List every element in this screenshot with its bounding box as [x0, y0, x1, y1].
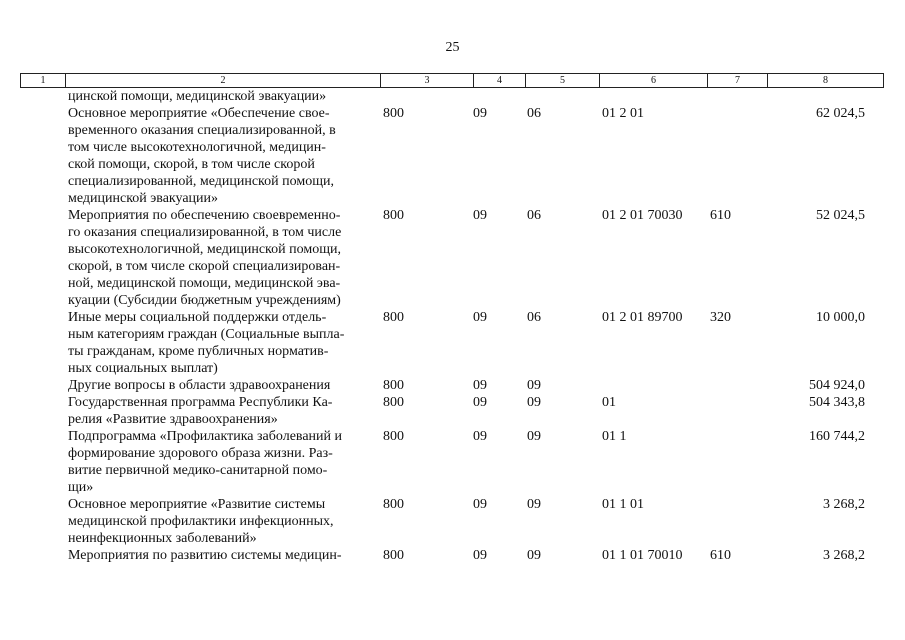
description-line: Подпрограмма «Профилактика заболеваний и — [68, 429, 343, 444]
page-number: 25 — [445, 40, 460, 55]
description-line: специализированной, медицинской помощи, — [68, 174, 334, 189]
description-line: высокотехнологичной, медицинской помощи, — [68, 242, 341, 257]
cell-c8: 504 343,8 — [809, 395, 865, 410]
cell-c4: 09 — [473, 378, 487, 393]
header-col-1: 1 — [40, 75, 46, 86]
cell-c4: 09 — [473, 310, 487, 325]
cell-c7: 610 — [710, 208, 731, 223]
description-line: Мероприятия по развитию системы медицин- — [68, 548, 342, 563]
description-line: ным категориям граждан (Социальные выпла- — [68, 327, 345, 342]
description-line: Основное мероприятие «Обеспечение свое- — [68, 106, 330, 121]
cell-c4: 09 — [473, 106, 487, 121]
header-col-7: 7 — [707, 74, 767, 87]
description-line: ных социальных выплат) — [68, 361, 218, 376]
row-description — [68, 428, 370, 496]
description-line: витие первичной медико-санитарной помо- — [68, 463, 328, 478]
cell-c5: 09 — [527, 378, 541, 393]
header-col-6: 6 — [599, 74, 707, 87]
cell-c3: 800 — [383, 106, 404, 121]
description-line: щи» — [68, 480, 94, 495]
description-line: куации (Субсидии бюджетным учреждениям) — [68, 293, 341, 308]
cell-c3: 800 — [383, 378, 404, 393]
cell-c5: 06 — [527, 208, 541, 223]
table-row — [0, 428, 905, 496]
cell-c3: 800 — [383, 429, 404, 444]
cell-c6: 01 1 — [602, 429, 627, 444]
description-line: го оказания специализированной, в том числе — [68, 225, 342, 240]
table-header — [20, 73, 884, 88]
description-line: Государственная программа Республики Ка- — [68, 395, 333, 410]
description-line: ской помощи, скорой, в том числе скорой — [68, 157, 315, 172]
cell-c4: 09 — [473, 497, 487, 512]
cell-c8: 62 024,5 — [816, 106, 865, 121]
cell-c5: 09 — [527, 429, 541, 444]
header-col-4: 4 — [473, 74, 525, 87]
description-line: Иные меры социальной поддержки отдель- — [68, 310, 327, 325]
description-line: ты гражданам, кроме публичных норматив- — [68, 344, 329, 359]
row-description — [68, 394, 370, 428]
cell-c8: 3 268,2 — [823, 548, 865, 563]
description-line: том числе высокотехнологичной, медицин- — [68, 140, 326, 155]
cell-c6: 01 1 01 — [602, 497, 644, 512]
row-description — [68, 207, 370, 309]
cell-c6: 01 2 01 89700 — [602, 310, 683, 325]
header-col-8: 8 — [767, 74, 883, 87]
table-row — [0, 394, 905, 428]
description-line: Другие вопросы в области здравоохранения — [68, 378, 331, 393]
row-description — [68, 105, 370, 207]
cell-c8: 10 000,0 — [816, 310, 865, 325]
cell-c6: 01 2 01 70030 — [602, 208, 683, 223]
cell-c8: 504 924,0 — [809, 378, 865, 393]
description-line: формирование здорового образа жизни. Раз- — [68, 446, 333, 461]
row-description — [68, 309, 370, 377]
table-body — [0, 88, 905, 564]
description-line: неинфекционных заболеваний» — [68, 531, 257, 546]
cell-c3: 800 — [383, 497, 404, 512]
table-row — [0, 547, 905, 564]
cell-c5: 09 — [527, 497, 541, 512]
cell-c5: 06 — [527, 310, 541, 325]
row-description — [68, 496, 370, 547]
cell-c5: 06 — [527, 106, 541, 121]
cell-c3: 800 — [383, 310, 404, 325]
cell-c8: 3 268,2 — [823, 497, 865, 512]
cell-c6: 01 — [602, 395, 616, 410]
description-line: ной, медицинской помощи, медицинской эва- — [68, 276, 341, 291]
row-description — [68, 547, 370, 564]
row-description — [68, 88, 370, 105]
description-line: медицинской эвакуации» — [68, 191, 219, 206]
table-row — [0, 377, 905, 394]
row-description — [68, 377, 370, 394]
cell-c4: 09 — [473, 208, 487, 223]
cell-c4: 09 — [473, 395, 487, 410]
cell-c6: 01 2 01 — [602, 106, 644, 121]
cell-c8: 160 744,2 — [809, 429, 865, 444]
description-line: Основное мероприятие «Развитие системы — [68, 497, 326, 512]
table-row — [0, 207, 905, 309]
description-line: релия «Развитие здравоохранения» — [68, 412, 278, 427]
description-line: скорой, в том числе скорой специализирован- — [68, 259, 341, 274]
table-row — [0, 105, 905, 207]
header-col-5: 5 — [525, 74, 599, 87]
description-line: цинской помощи, медицинской эвакуации» — [68, 89, 327, 104]
cell-c8: 52 024,5 — [816, 208, 865, 223]
header-col-2: 2 — [65, 74, 380, 87]
description-line: Мероприятия по обеспечению своевременно- — [68, 208, 341, 223]
cell-c3: 800 — [383, 395, 404, 410]
cell-c5: 09 — [527, 548, 541, 563]
cell-c3: 800 — [383, 548, 404, 563]
cell-c4: 09 — [473, 548, 487, 563]
description-line: временного оказания специализированной, в — [68, 123, 336, 138]
cell-c5: 09 — [527, 395, 541, 410]
header-col-3: 3 — [380, 74, 473, 87]
table-row — [0, 88, 905, 105]
description-line: медицинской профилактики инфекционных, — [68, 514, 334, 529]
cell-c3: 800 — [383, 208, 404, 223]
cell-c7: 610 — [710, 548, 731, 563]
table-row — [0, 309, 905, 377]
cell-c6: 01 1 01 70010 — [602, 548, 683, 563]
cell-c4: 09 — [473, 429, 487, 444]
cell-c7: 320 — [710, 310, 731, 325]
table-row — [0, 496, 905, 547]
